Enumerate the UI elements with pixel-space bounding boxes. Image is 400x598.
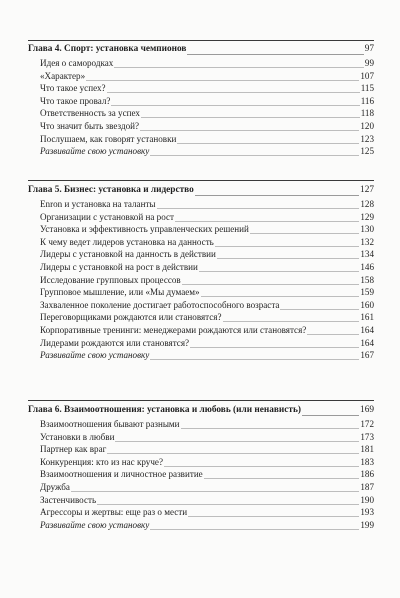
page-number: 128: [360, 199, 374, 209]
entry-title: Развивайте свою установку: [40, 350, 150, 361]
page-number: 118: [360, 108, 374, 119]
page-number: 158: [360, 274, 374, 285]
entry-title: Идея о самородках: [40, 58, 114, 68]
chapter-section: [28, 42, 374, 158]
toc-entry[interactable]: [28, 418, 374, 431]
page-number: 161: [360, 312, 374, 323]
toc-entry[interactable]: [28, 286, 374, 299]
toc-entry[interactable]: [28, 506, 374, 519]
entry-title: Что значит быть звездой?: [40, 120, 140, 131]
toc-entry-exercise[interactable]: [28, 519, 374, 532]
page-number: 134: [360, 249, 374, 260]
entry-title: Конкуренция: кто из нас круче?: [40, 456, 163, 467]
page-number: 164: [360, 337, 374, 348]
page-number: 120: [360, 120, 374, 131]
entry-title: Лидеры с установкой на данность в действии: [40, 249, 216, 260]
page-number: 130: [360, 224, 374, 235]
chapter-title: Глава 6. Взаимоотношения: установка и любовь (или ненависть): [28, 405, 301, 415]
entry-title: Корпоративные тренинги: менеджерами рождаются или становятся?: [40, 324, 307, 335]
entry-title: Установка и эффективность управленческих решений: [40, 224, 249, 235]
page-number: 183: [360, 456, 374, 467]
page-number: 125: [360, 146, 374, 157]
entry-title: Групповое мышление, или «Мы думаем»: [40, 287, 200, 298]
leader-line: [40, 491, 374, 492]
entry-title: Развивайте свою установку: [40, 146, 150, 157]
toc-entry[interactable]: [28, 261, 374, 274]
toc-entry[interactable]: [28, 431, 374, 444]
page-number: 146: [360, 261, 374, 272]
chapter-heading[interactable]: [28, 403, 374, 417]
page-number: 99: [364, 58, 374, 68]
entry-title: Дружба: [40, 481, 70, 492]
entry-title: Развивайте свою установку: [40, 519, 150, 530]
page-number: 127: [360, 185, 374, 195]
entry-title: Застенчивость: [40, 494, 97, 505]
entry-title: Взаимоотношения бывают разными: [40, 419, 180, 429]
page-number: 187: [360, 481, 374, 492]
entry-title: Исследование групповых процессов: [40, 274, 181, 285]
entry-title: Организации с установкой на рост: [40, 211, 174, 222]
entry-title: Лидерами рождаются или становятся?: [40, 337, 190, 348]
toc-entry-exercise[interactable]: [28, 349, 374, 362]
toc-entry[interactable]: [28, 82, 374, 95]
entry-title: Лидеры с установкой на рост в действии: [40, 261, 198, 272]
toc-entry[interactable]: [28, 211, 374, 224]
chapter-title: Глава 5. Бизнес: установка и лидерство: [28, 185, 194, 195]
toc-entry[interactable]: [28, 133, 374, 146]
page-number: 199: [360, 519, 374, 530]
page-number: 115: [360, 83, 374, 94]
entry-title: Переговорщиками рождаются или становятся?: [40, 312, 222, 323]
chapter-separator: [28, 400, 374, 401]
page-number: 167: [360, 350, 374, 361]
entry-title: Захваленное поколение достигает работоспособного возраста: [40, 299, 280, 310]
toc-entry[interactable]: [28, 274, 374, 287]
page-number: 181: [360, 444, 374, 455]
toc-entry[interactable]: [28, 456, 374, 469]
page-number: 116: [360, 95, 374, 106]
toc-entry[interactable]: [28, 236, 374, 249]
entry-title: Партнер как враг: [40, 444, 107, 455]
page-number: 164: [360, 324, 374, 335]
toc-entry[interactable]: [28, 337, 374, 350]
entry-title: К чему ведет лидеров установка на данность: [40, 236, 214, 247]
chapter-section: [28, 183, 374, 362]
toc-entry[interactable]: [28, 324, 374, 337]
leader-line: [40, 80, 374, 81]
toc-entry[interactable]: [28, 223, 374, 236]
page-number: 97: [364, 44, 374, 54]
toc-entry[interactable]: [28, 494, 374, 507]
page-number: 173: [360, 431, 374, 442]
chapter-separator: [28, 40, 374, 41]
entry-title: Ответственность за успех: [40, 108, 140, 119]
chapter-section: [28, 403, 374, 531]
toc-entry-exercise[interactable]: [28, 145, 374, 158]
page-number: 193: [360, 507, 374, 518]
page-number: 129: [360, 211, 374, 222]
toc-entry[interactable]: [28, 107, 374, 120]
toc-entry[interactable]: [28, 120, 374, 133]
toc-entry[interactable]: [28, 198, 374, 211]
page-number: 123: [360, 133, 374, 144]
page-number: 107: [360, 70, 374, 81]
page-number: 159: [360, 287, 374, 298]
toc-entry[interactable]: [28, 248, 374, 261]
chapter-heading[interactable]: [28, 183, 374, 197]
entry-title: Что такое успех?: [40, 83, 106, 94]
entry-title: Enron и установка на таланты: [40, 199, 156, 209]
toc-entry[interactable]: [28, 95, 374, 108]
page-number: 160: [360, 299, 374, 310]
entry-title: Взаимоотношения и личностное развитие: [40, 469, 203, 480]
page-number: 169: [360, 405, 374, 415]
entry-title: Установки в любви: [40, 431, 115, 442]
entry-title: Что такое провал?: [40, 95, 111, 106]
page-number: 172: [360, 419, 374, 429]
toc-entry[interactable]: [28, 481, 374, 494]
entry-title: Послушаем, как говорят установки: [40, 133, 177, 144]
toc-entry[interactable]: [28, 57, 374, 70]
toc-entry[interactable]: [28, 311, 374, 324]
entry-title: Агрессоры и жертвы: еще раз о мести: [40, 507, 188, 518]
chapter-heading[interactable]: [28, 42, 374, 56]
toc-entry[interactable]: [28, 468, 374, 481]
chapter-separator: [28, 180, 374, 181]
page-number: 186: [360, 469, 374, 480]
entry-title: «Характер»: [40, 70, 86, 81]
page-number: 132: [360, 236, 374, 247]
toc-entry[interactable]: [28, 299, 374, 312]
toc-entry[interactable]: [28, 70, 374, 83]
chapter-title: Глава 4. Спорт: установка чемпионов: [28, 44, 187, 54]
toc-entry[interactable]: [28, 443, 374, 456]
page-number: 190: [360, 494, 374, 505]
